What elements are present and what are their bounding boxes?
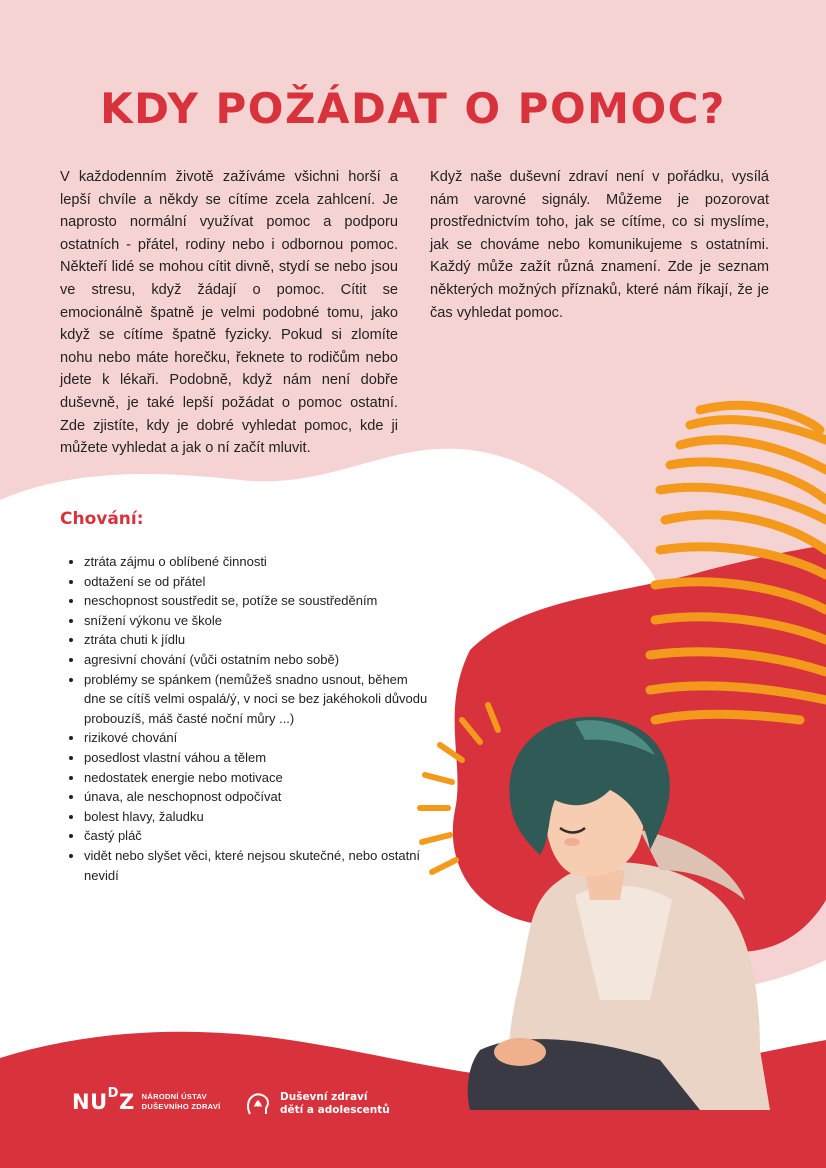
page-title: KDY POŽÁDAT O POMOC? — [100, 84, 726, 133]
list-item: • vidět nebo slyšet věci, které nejsou skutečné, nebo ostatní nevidí — [84, 846, 429, 885]
list-item: • ztráta zájmu o oblíbené činnosti — [84, 552, 429, 572]
ddz-logo-text: Duševní zdraví dětí a adolescentů — [280, 1091, 390, 1116]
intro-paragraph-right: Když naše duševní zdraví není v pořádku, vysílá nám varovné signály. Můžeme je pozorovat prostřednictvím toho, jak se cítíme, co si myslíme, jak se chováme nebo komunikujeme s ostatními. Každý může zažít různá znamení. Zde je seznam některých možných příznaků, které nám říkají, že je čas vyhledat pomoc. — [430, 169, 769, 321]
ddz-logo — [244, 1090, 390, 1118]
list-item: • častý pláč — [84, 826, 429, 846]
list-item: • rizikové chování — [84, 728, 429, 748]
list-item: • posedlost vlastní váhou a tělem — [84, 748, 429, 768]
intro-paragraph-left: V každodenním životě zažíváme všichni horší a lepší chvíle a někdy se cítíme zcela zahlcení. Je naprosto normální využívat pomoc a podporu ostatních - přátel, rodiny nebo i odbornou pomoc. Někteří lidé se mohou cítit divně, stydí se nebo jsou ve stresu, když žádají o pomoc. Cítit se emocionálně špatně je velmi podobné tomu, jako když se cítíme špatně fyzicky. Pokud si zlomíte nohu nebo máte horečku, řeknete to rodičům nebo jdete k lékaři. Podobně, když nám není dobře duševně, je také lepší požádat o pomoc ostatní. Zde zjistíte, kdy je dobré vyhledat pomoc, kde ji můžete vyhledat a jak o ní začít mluvit. — [60, 169, 398, 457]
behavior-section-title: Chování: — [60, 509, 144, 529]
list-item: • bolest hlavy, žaludku — [84, 807, 429, 827]
list-item: • únava, ale neschopnost odpočívat — [84, 787, 429, 807]
nudz-logo-text: NÁRODNÍ ÚSTAV DUŠEVNÍHO ZDRAVÍ — [141, 1092, 221, 1111]
head-lotus-icon — [244, 1090, 272, 1118]
list-item: • problémy se spánkem (nemůžeš snadno usnout, během dne se cítíš velmi ospalá/ý, v noci se bez jakéhokoli důvodu probouzíš, máš časté noční můry ...) — [84, 670, 429, 729]
list-item: • ztráta chuti k jídlu — [84, 630, 429, 650]
list-item: • nedostatek energie nebo motivace — [84, 768, 429, 788]
list-item: • agresivní chování (vůči ostatním nebo sobě) — [84, 650, 429, 670]
list-item: • snížení výkonu ve škole — [84, 611, 429, 631]
list-item: • odtažení se od přátel — [84, 572, 429, 592]
list-item: • neschopnost soustředit se, potíže se soustředěním — [84, 591, 429, 611]
nudz-logo — [72, 1086, 221, 1114]
nudz-logo-mark: $NU^DZ$ — [72, 1086, 135, 1114]
